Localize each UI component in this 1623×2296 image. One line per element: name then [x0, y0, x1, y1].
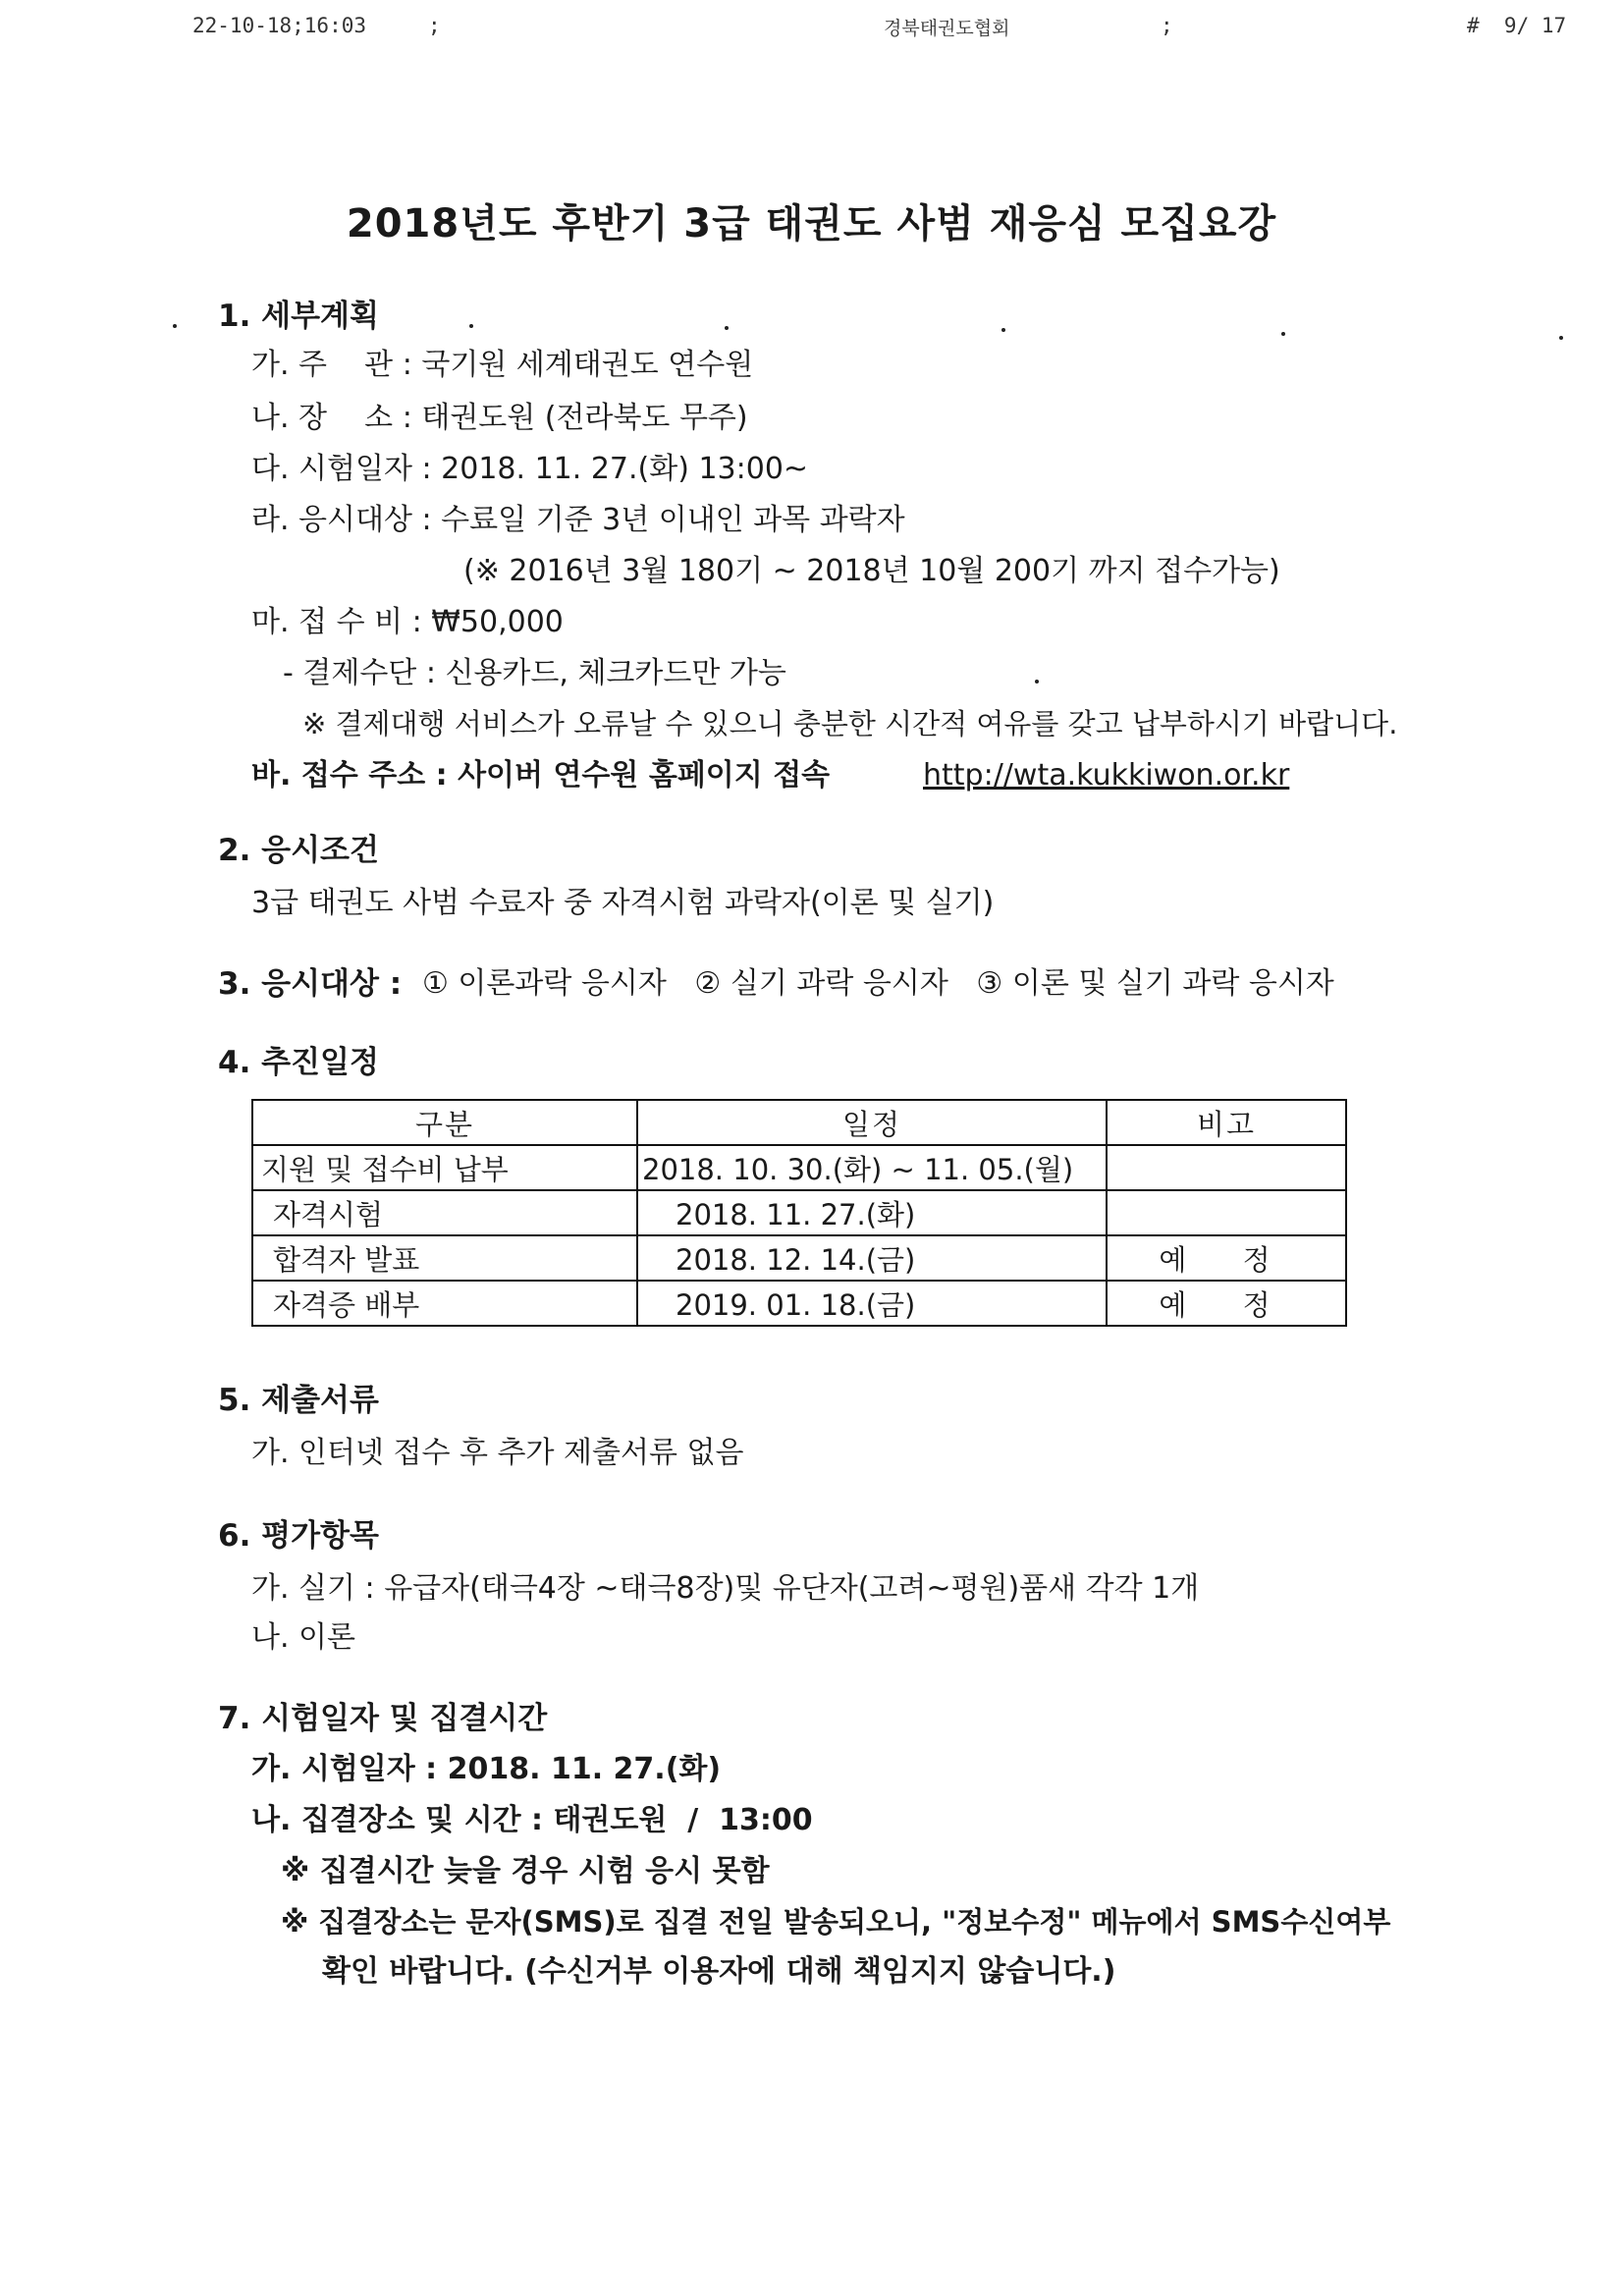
table-cell-schedule: 2018. 10. 30.(화) ~ 11. 05.(월) — [637, 1145, 1107, 1190]
table-cell-schedule: 2019. 01. 18.(금) — [637, 1281, 1107, 1326]
plan-address-label: 바. 접수 주소 : 사이버 연수원 홈페이지 접속 — [251, 758, 831, 793]
section-heading-evaluation: 6. 평가항목 — [218, 1518, 379, 1554]
table-cell-note — [1107, 1145, 1346, 1190]
document-title: 2018년도 후반기 3급 태권도 사범 재응심 모집요강 — [346, 201, 1277, 246]
table-cell-note — [1107, 1190, 1346, 1235]
section-heading-exam-schedule: 7. 시험일자 및 집결시간 — [218, 1701, 548, 1736]
plan-target: 라. 응시대상 : 수료일 기준 3년 이내인 과목 과락자 — [251, 503, 905, 537]
plan-place: 나. 장 소 : 태권도원 (전라북도 무주) — [251, 401, 748, 435]
plan-fee: 마. 접 수 비 : ₩50,000 — [251, 605, 564, 639]
table-cell-item: 지원 및 접수비 납부 — [252, 1145, 637, 1190]
section-heading-documents: 5. 제출서류 — [218, 1383, 379, 1418]
section-heading-applicants: 3. 응시대상 : — [218, 966, 403, 1002]
conditions-body: 3급 태권도 사범 수료자 중 자격시험 과락자(이론 및 실기) — [251, 886, 995, 920]
exam-gathering: 나. 집결장소 및 시간 : 태권도원 / 13:00 — [251, 1803, 813, 1837]
table-row — [252, 1190, 1346, 1235]
scan-dot — [1035, 680, 1039, 683]
table-cell-item: 자격증 배부 — [252, 1281, 637, 1326]
evaluation-theory: 나. 이론 — [251, 1620, 356, 1655]
column-header: 구분 — [252, 1100, 637, 1145]
table-row — [252, 1235, 1346, 1281]
fax-sender: 경북태권도협회 — [884, 18, 1010, 39]
table-cell-schedule: 2018. 11. 27.(화) — [637, 1190, 1107, 1235]
fax-header — [0, 14, 1623, 53]
table-row — [252, 1281, 1346, 1326]
table-cell-schedule: 2018. 12. 14.(금) — [637, 1235, 1107, 1281]
exam-note-late: ※ 집결시간 늦을 경우 시험 응시 못함 — [281, 1854, 770, 1888]
plan-exam-date: 다. 시험일자 : 2018. 11. 27.(화) 13:00~ — [251, 452, 809, 486]
section-heading-plan: 1. 세부계획 — [218, 299, 379, 334]
fax-page-number: # 9/ 17 — [1467, 14, 1567, 37]
column-header: 일정 — [637, 1100, 1107, 1145]
table-row — [252, 1145, 1346, 1190]
section-heading-conditions: 2. 응시조건 — [218, 833, 379, 868]
plan-address-link[interactable]: http://wta.kukkiwon.or.kr — [923, 758, 1290, 793]
fax-separator: ; — [1161, 14, 1173, 37]
exam-note-sms-cont: 확인 바랍니다. (수신거부 이용자에 대해 책임지지 않습니다.) — [322, 1954, 1116, 1989]
table-cell-item: 합격자 발표 — [252, 1235, 637, 1281]
evaluation-practical: 가. 실기 : 유급자(태극4장 ~태극8장)및 유단자(고려~평원)품새 각각 1개 — [251, 1571, 1200, 1606]
scan-dot — [1559, 336, 1563, 340]
plan-host: 가. 주 관 : 국기원 세계태권도 연수원 — [251, 348, 754, 382]
table-cell-note: 예 정 — [1107, 1281, 1346, 1326]
fax-datetime: 22-10-18;16:03 — [192, 14, 367, 37]
plan-payment: - 결제수단 : 신용카드, 체크카드만 가능 — [283, 656, 786, 690]
scan-dot — [725, 326, 729, 330]
section-heading-schedule: 4. 추진일정 — [218, 1045, 379, 1080]
documents-body: 가. 인터넷 접수 후 추가 제출서류 없음 — [251, 1436, 744, 1470]
scan-dot — [1281, 332, 1285, 336]
scan-dot — [469, 324, 473, 328]
fax-separator: ; — [428, 14, 441, 37]
exam-note-sms: ※ 집결장소는 문자(SMS)로 집결 전일 발송되오니, "정보수정" 메뉴에서 SMS수신여부 — [281, 1905, 1391, 1939]
column-header: 비고 — [1107, 1100, 1346, 1145]
plan-payment-note: ※ 결제대행 서비스가 오류날 수 있으니 충분한 시간적 여유를 갖고 납부하시기 바랍니다. — [302, 707, 1398, 740]
exam-date: 가. 시험일자 : 2018. 11. 27.(화) — [251, 1752, 722, 1786]
scan-dot — [173, 324, 177, 328]
table-cell-note: 예 정 — [1107, 1235, 1346, 1281]
plan-target-note: (※ 2016년 3월 180기 ~ 2018년 10월 200기 까지 접수가능) — [463, 554, 1280, 588]
applicants-body: ① 이론과락 응시자 ② 실기 과락 응시자 ③ 이론 및 실기 과락 응시자 — [422, 966, 1334, 1001]
scan-dot — [1001, 328, 1005, 332]
table-cell-item: 자격시험 — [252, 1190, 637, 1235]
table-header-row — [252, 1100, 1346, 1145]
schedule-table — [251, 1099, 1347, 1327]
